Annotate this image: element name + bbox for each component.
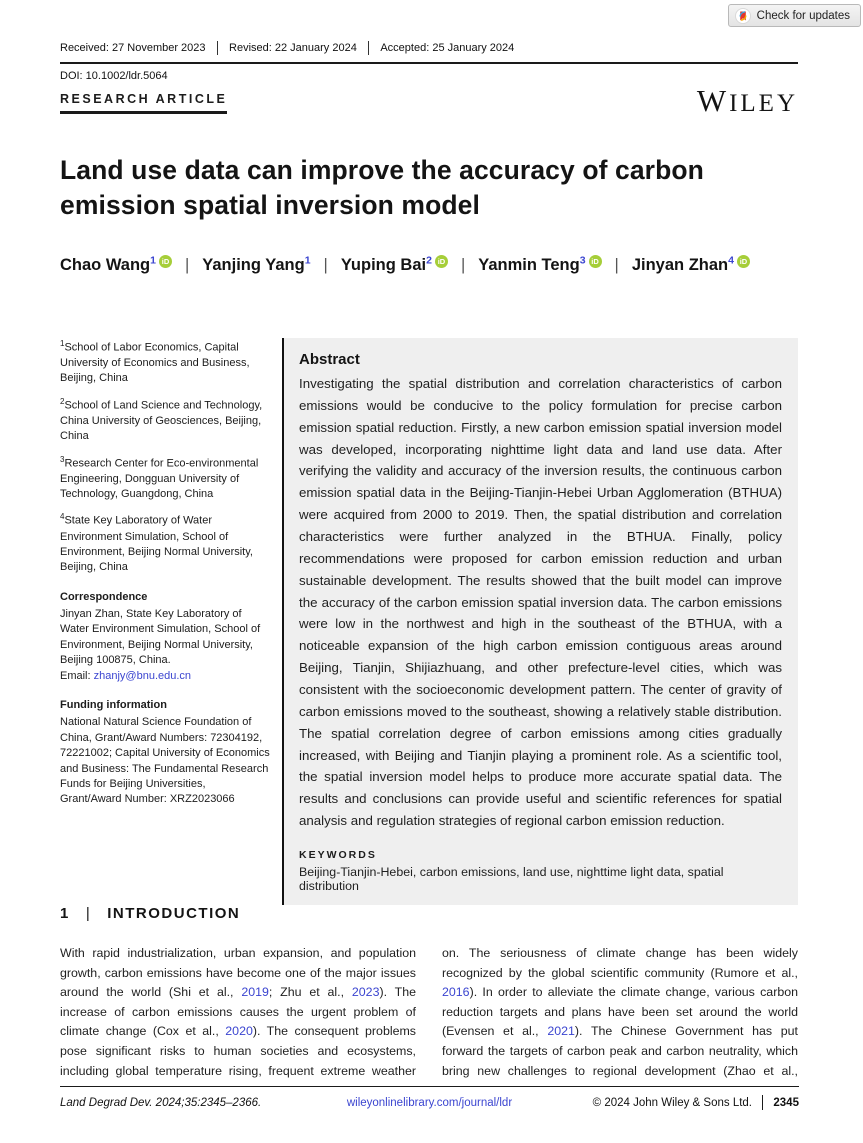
author-affiliation-sup: 2 <box>426 254 432 267</box>
date-divider <box>368 41 370 55</box>
abstract-panel <box>284 338 798 905</box>
section-title: INTRODUCTION <box>107 905 241 922</box>
author-name: Chao Wang <box>60 256 151 274</box>
author-separator: | <box>184 256 190 274</box>
citation-link[interactable]: 2021 <box>547 1024 575 1039</box>
author-name: Yanmin Teng <box>478 256 580 274</box>
page-title: Land use data can improve the accuracy of carbon emission spatial inversion model <box>60 155 704 220</box>
author-affiliation-sup: 4 <box>728 254 734 267</box>
orcid-icon[interactable]: iD <box>159 255 172 268</box>
journal-citation: Land Degrad Dev. 2024;35:2345–2366. <box>60 1096 262 1109</box>
affiliation <box>60 338 270 387</box>
affiliation-sup: 3 <box>60 454 65 464</box>
crossmark-icon <box>735 8 751 24</box>
author <box>632 256 750 274</box>
author-affiliation-sup: 1 <box>150 254 156 267</box>
received-date: Received: 27 November 2023 <box>60 42 206 54</box>
email-link[interactable]: zhanjy@bnu.edu.cn <box>93 669 192 682</box>
affiliation <box>60 511 270 575</box>
citation-link[interactable]: 2016 <box>442 985 470 1000</box>
keywords-heading: KEYWORDS <box>299 849 377 862</box>
correspondence-block <box>60 590 270 684</box>
section-bar: | <box>85 905 91 922</box>
citation-link[interactable]: 2019 <box>241 985 269 1000</box>
affiliation-text: School of Labor Economics, Capital University of Economics and Business, Beijing, China <box>60 341 250 385</box>
correspondence-heading: Correspondence <box>60 590 148 603</box>
author-separator: | <box>323 256 328 274</box>
page-number: 2345 <box>773 1096 799 1109</box>
intro-left-column: With rapid industrialization, urban expansion, and population growth, carbon emissions have become one of the major issues around the world (Shi et al., 2019; Zhu et al., 2023). The increase of carbon emissions causes the urgent problem of climate change (Cox et al., 2020). The consequent problems pose significant risks to human societies and ecosystems, including global temperature rising, frequent extreme weather <box>60 946 416 1078</box>
author-affiliation-sup: 3 <box>579 254 586 267</box>
date-divider <box>217 41 219 55</box>
orcid-icon[interactable]: iD <box>589 255 602 268</box>
author-separator: | <box>614 256 619 274</box>
affiliation-sup: 2 <box>60 396 65 406</box>
keywords-text: Beijing-Tianjin-Hebei, carbon emissions, land use, nighttime light data, spatial distribution <box>299 865 724 894</box>
author-name: Jinyan Zhan <box>631 256 729 274</box>
author-separator: | <box>460 256 466 274</box>
intro-right-column: on. The seriousness of climate change has been widely recognized by the global scientific community (Rumore et al., 2016). In order to alleviate the climate change, various carbon reduction targets and plans have been set around the world (Evensen et al., 2021). The Chinese Government has put forward the targets of carbon peak and carbon neutrality, which bring new challenges to regional development (Zhao et al., <box>442 946 798 1078</box>
article-type-label: RESEARCH ARTICLE <box>60 92 227 114</box>
author-name: Yuping Bai <box>340 256 427 274</box>
wiley-logo: WILEY <box>696 83 798 118</box>
orcid-icon[interactable]: iD <box>435 255 448 268</box>
affiliation <box>60 396 270 445</box>
copyright-text: © 2024 John Wiley & Sons Ltd. <box>592 1096 752 1109</box>
author-name: Yanjing Yang <box>202 256 305 274</box>
revised-date: Revised: 22 January 2024 <box>229 42 357 54</box>
affiliation-sup: 1 <box>60 339 65 348</box>
author <box>341 256 448 274</box>
correspondence-email-row <box>60 669 270 684</box>
body-columns <box>60 944 798 1082</box>
citation-link[interactable]: 2020 <box>225 1024 253 1039</box>
accepted-date: Accepted: 25 January 2024 <box>380 42 515 54</box>
author <box>60 256 172 274</box>
abstract-text: Investigating the spatial distribution and correlation characteristics of carbon emissions would be conducive to the policy formulation for precise carbon emission spatial reduction. Firstly, a new carbon emission spatial inversion model was developed, incorporating nighttime light data and land use data. After verifying the validity and accuracy of the inversion results, the continuous carbon emission spatial data in the Beijing-Tianjin-Hebei Urban Agglomeration (BTHUA) were acquired from 2000 to 2019. Then, the spatial distribution and correlation characteristics were further analyzed in the BTHUA. Finally, policy recommendations were proposed for carbon emission reduction and urban sustainable development. The results showed that the built model can improve the accuracy of the carbon emission spatial inversion data. The carbon emissions were low in the northwest and high in the southeast of the BTHUA, with a noticeable expansion of the high carbon emission contiguous areas around Beijing, Tianjin, Shijiazhuang, and other prefecture-level cities, which was consistent with the socioeconomic development pattern. The center of gravity of carbon emissions moved to the southeast, showing a relatively stable distribution. The spatial correlation degree of carbon emissions among cities gradually increased, with Beijing and Tianjin playing a prominent role. As a scientific tool, the spatial inversion model helps to produce more accurate spatial data. The results and conclusions can provide useful and scientific references for spatial analysis and regulation strategies of regional carbon emission reduction. <box>299 376 782 829</box>
funding-text: National Natural Science Foundation of China, Grant/Award Numbers: 72304192, 72221002; Capital University of Economics and Business: The Fundamental Research Funds for Beijing Universities, Grant/Award Number: XRZ2023066 <box>60 716 270 806</box>
page-footer <box>60 1086 799 1110</box>
meta-grid <box>60 338 798 905</box>
affiliation-text: Research Center for Eco-environmental Engineering, Dongguan University of Technology, Guangdong, China <box>60 457 259 501</box>
correspondence-text: Jinyan Zhan, State Key Laboratory of Water Environment Simulation, School of Environment, Beijing Normal University, Beijing 100875, China. <box>60 608 261 667</box>
affiliation <box>60 454 270 503</box>
affiliation-sup: 4 <box>60 512 65 522</box>
author-list <box>60 252 760 279</box>
author <box>202 256 310 274</box>
doi: DOI: 10.1002/ldr.5064 <box>60 70 168 82</box>
type-row <box>60 85 798 116</box>
footer-right <box>553 1095 799 1110</box>
footer-divider <box>762 1095 763 1110</box>
author-affiliation-sup: 1 <box>304 254 311 267</box>
check-for-updates-label: Check for updates <box>756 9 850 22</box>
orcid-icon[interactable]: iD <box>737 255 750 268</box>
dates-row <box>60 41 798 64</box>
funding-block <box>60 698 270 808</box>
journal-link[interactable]: wileyonlinelibrary.com/journal/ldr <box>346 1096 513 1109</box>
email-label: Email: <box>60 669 94 682</box>
affiliation-text: School of Land Science and Technology, China University of Geosciences, Beijing, China <box>60 399 263 443</box>
left-meta-column <box>60 338 282 905</box>
affiliation-list <box>60 338 270 576</box>
section-number: 1 <box>60 905 69 922</box>
funding-heading: Funding information <box>60 699 167 712</box>
section-heading-introduction <box>60 905 240 922</box>
author <box>478 256 601 274</box>
affiliation-text: State Key Laboratory of Water Environment Simulation, School of Environment, Beijing Normal University, Beijing, China <box>60 515 253 574</box>
article-history-header <box>60 41 798 82</box>
citation-link[interactable]: 2023 <box>351 985 380 1000</box>
check-for-updates-button[interactable] <box>728 4 861 27</box>
abstract-heading: Abstract <box>299 351 360 368</box>
